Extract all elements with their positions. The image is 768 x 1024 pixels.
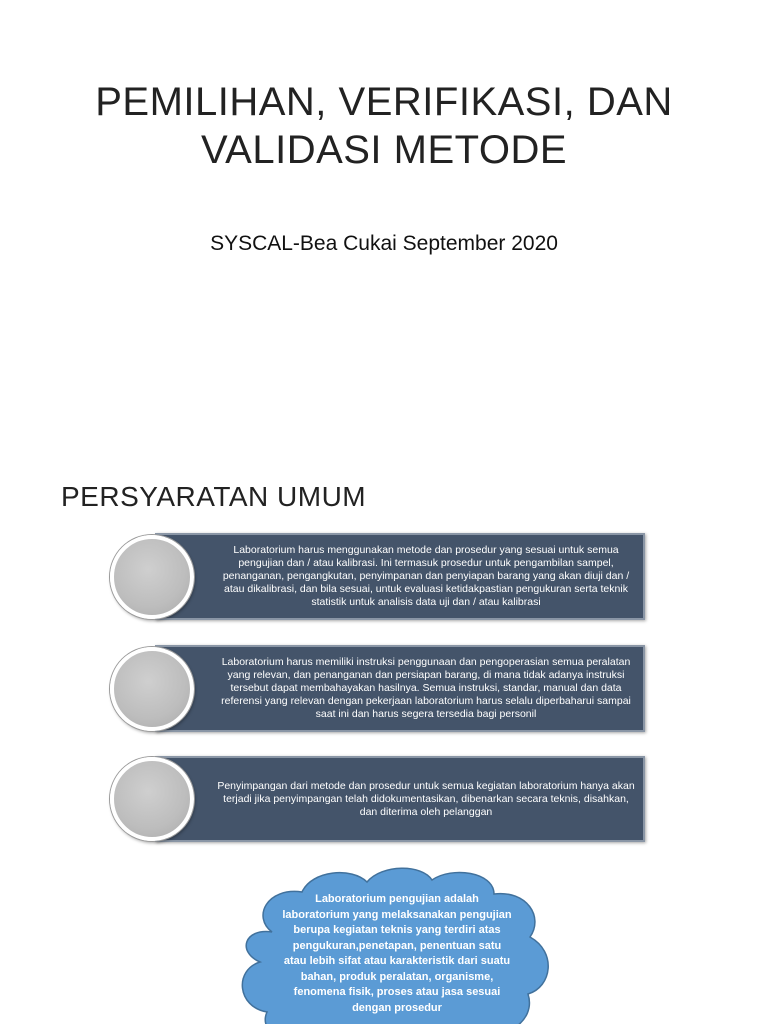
requirement-item-2 [110, 645, 650, 732]
slide-title-line-1: PEMILIHAN, VERIFIKASI, DAN [95, 80, 673, 124]
circle-bullet-icon [110, 535, 194, 619]
slide-title-line-2: VALIDASI METODE [200, 128, 568, 172]
requirement-item-3 [110, 756, 650, 842]
definition-cloud [232, 862, 562, 1024]
requirement-box-1 [155, 533, 645, 620]
circle-bullet-icon [110, 757, 194, 841]
section-heading: PERSYARATAN UMUM [61, 481, 367, 512]
requirement-text-3: Penyimpangan dari metode dan prosedur untuk semua kegiatan laboratorium hanya akan terjadi jika penyimpangan telah didokumentasikan, dibenarkan secara teknis, disahkan, dan diterima oleh pelanggan [217, 779, 635, 818]
cloud-text: Laboratorium pengujian adalah laboratorium yang melaksanakan pengujian berupa kegiatan teknis yang terdiri atas pengukuran,penetapan, penentuan satu atau lebih sifat atau karakteristik dari suatu bahan, produk peralatan, organisme, fenomena fisik, proses atau jasa sesuai dengan prosedur [282, 893, 512, 1014]
slide-subtitle: SYSCAL-Bea Cukai September 2020 [210, 232, 558, 255]
requirement-text-2: Laboratorium harus memiliki instruksi penggunaan dan pengoperasian semua peralatan yang relevan, dan penanganan dan persiapan barang, di mana tidak adanya instruksi tersebut dapat membahayakan hasilnya. Semua instruksi, standar, manual dan data referensi yang relevan dengan pekerjaan laboratorium harus selalu diperbaharui sampai saat ini dan harus segera tersedia bagi personil [221, 656, 631, 720]
requirement-box-3 [155, 756, 645, 842]
requirement-box-2 [155, 645, 645, 732]
requirement-item-1 [110, 533, 650, 620]
slide-title [40, 78, 728, 174]
circle-bullet-icon [110, 647, 194, 731]
requirement-text-1: Laboratorium harus menggunakan metode dan prosedur yang sesuai untuk semua pengujian dan / atau kalibrasi. Ini termasuk prosedur untuk pengambilan sampel, penanganan, pengangkutan, penyimpanan dan penyiapan barang yang akan diuji dan / atau dikalibrasi, dan bila sesuai, untuk evaluasi ketidakpastian pengukuran serta teknik statistik untuk analisis data uji dan / atau kalibrasi [222, 544, 630, 608]
title-slide [0, 0, 768, 440]
